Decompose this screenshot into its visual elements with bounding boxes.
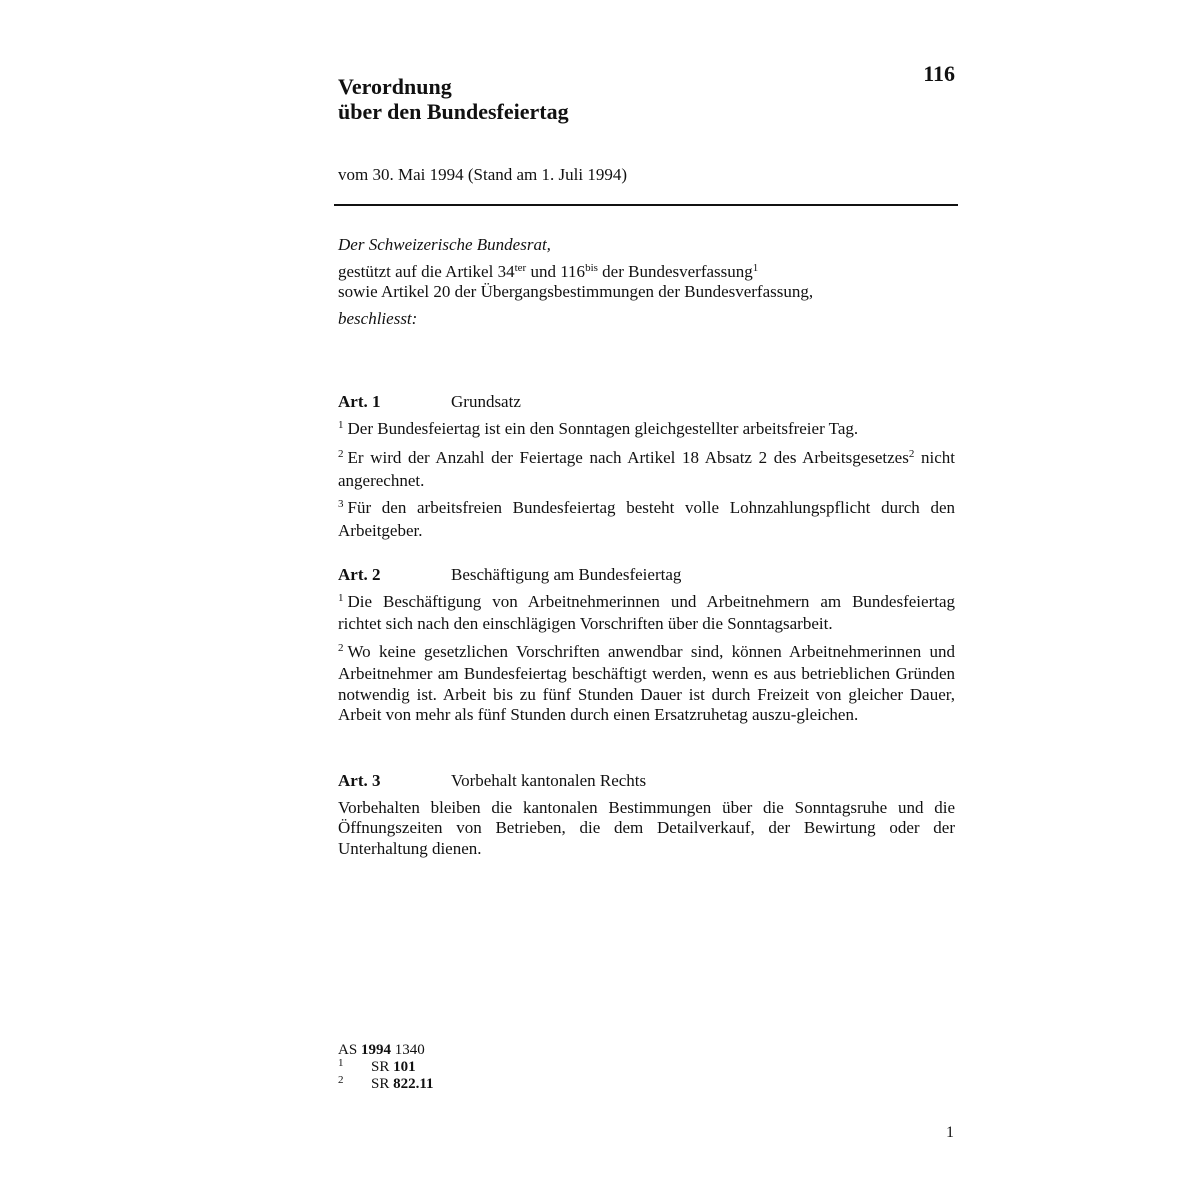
footnote-2: 2 SR 822.11: [338, 1074, 434, 1092]
paragraph: $^2$ Wo keine gesetzlichen Vorschriften anwendbar sind, können Arbeitnehmerinnen und Arbeitnehmer am Bundesfeiertag beschäftigt werden, wenn es aus betrieblichen Gründen notwendig ist. Arbeit bis zu fünf Stunden Dauer ist durch Freizeit von gleicher Dauer, Arbeit von mehr als fünf Stunden durch einen Ersatzruhetag auszu-gleichen.: [338, 641, 955, 724]
article-number: Art. 2: [338, 565, 381, 584]
paragraph: $^2$ Er wird der Anzahl der Feiertage nach Artikel 18 Absatz 2 des Arbeitsgesetzes$^2$ nicht angerechnet.: [338, 448, 955, 490]
issuer: Der Schweizerische Bundesrat,: [338, 235, 551, 254]
sr-number: 116: [923, 61, 955, 86]
article-1: [338, 392, 955, 548]
page-number: 1: [946, 1124, 954, 1141]
footnote-ref-2[interactable]: 2: [908, 448, 915, 460]
header-rule: [334, 204, 958, 206]
date-line: vom 30. Mai 1994 (Stand am 1. Juli 1994): [338, 165, 627, 184]
article-number: Art. 1: [338, 392, 381, 411]
article-title: Beschäftigung am Bundesfeiertag: [451, 565, 682, 584]
decides: beschliesst:: [338, 309, 418, 328]
article-2: [338, 565, 955, 733]
document-title: [338, 74, 569, 124]
title-line-2: über den Bundesfeiertag: [338, 99, 569, 124]
article-title: Vorbehalt kantonalen Rechts: [451, 771, 647, 790]
paragraph: $^3$ Für den arbeitsfreien Bundesfeiertag besteht volle Lohnzahlungspflicht durch den Arbeitgeber.: [338, 498, 955, 540]
official-collection-ref: AS 1994 1340: [338, 1042, 425, 1058]
article-3: [338, 771, 955, 866]
legal-basis-line-2: sowie Artikel 20 der Übergangsbestimmungen der Bundesverfassung,: [338, 282, 814, 301]
legal-basis-line-1: gestützt auf die Artikel $34^{ter}$ und $116^{bis}$ der Bundesverfassung$^1$: [338, 262, 759, 281]
title-line-1: Verordnung: [338, 74, 452, 99]
preamble: [338, 235, 958, 329]
paragraph: Vorbehalten bleiben die kantonalen Bestimmungen über die Sonntagsruhe und die Öffnungszeiten von Betrieben, die dem Detailverkauf, der Bewirtung oder der Unterhaltung dienen.: [338, 797, 955, 858]
footnotes: [338, 1042, 434, 1093]
article-number: Art. 3: [338, 771, 381, 790]
footnote-1: 1 SR 101: [338, 1057, 416, 1075]
paragraph: $^1$ Der Bundesfeiertag ist ein den Sonntagen gleichgestellter arbeitsfreier Tag.: [338, 418, 859, 438]
paragraph: $^1$ Die Beschäftigung von Arbeitnehmerinnen und Arbeitnehmern am Bundesfeiertag richtet sich nach den einschlägigen Vorschriften über die Sonntagsarbeit.: [338, 591, 955, 633]
article-title: Grundsatz: [451, 392, 521, 411]
footnote-ref-1[interactable]: 1: [752, 262, 759, 274]
